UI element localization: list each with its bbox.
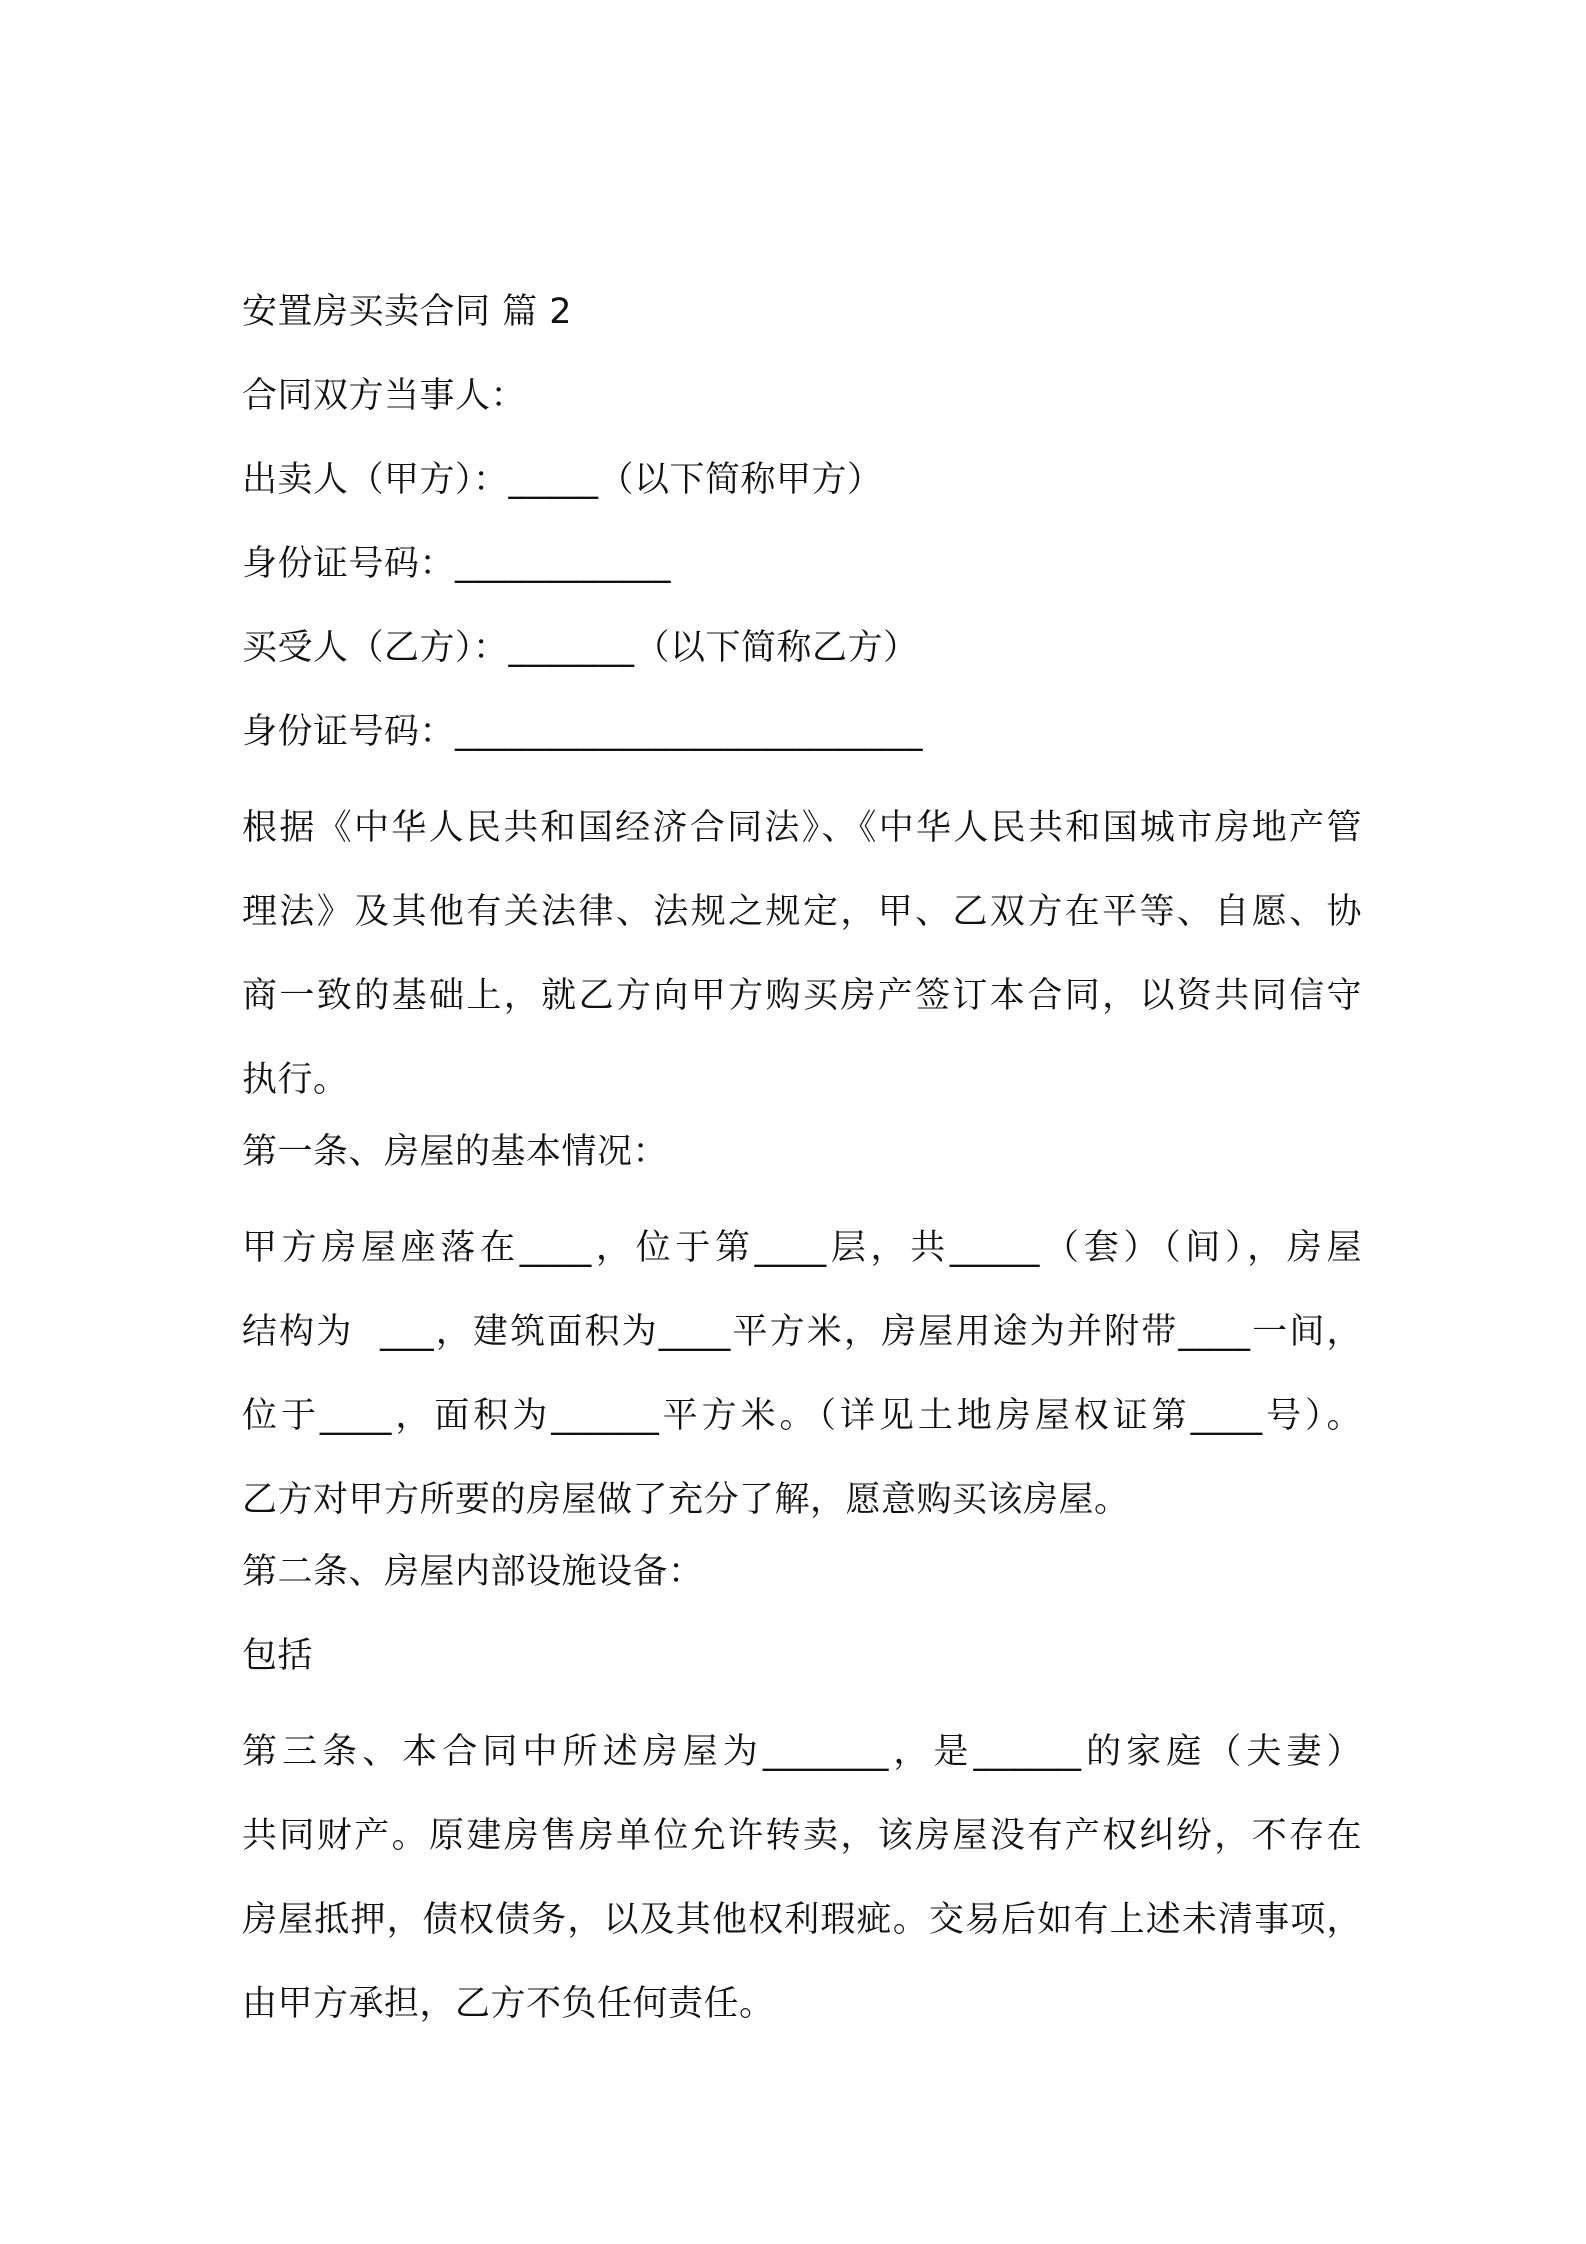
article1-line: 甲方房屋座落在____，位于第____层，共_____（套）（间），房屋 [242,1228,1362,1268]
buyer-id-line: 身份证号码：__________________________ [242,712,924,752]
article2-heading: 第二条、房屋内部设施设备： [242,1552,704,1592]
contract-title: 安置房买卖合同 篇 2 [242,292,573,332]
seller-id-line: 身份证号码：____________ [242,544,672,584]
contract-body [242,282,1362,2046]
article1-line: 乙方对甲方所要的房屋做了充分了解，愿意购买该房屋。 [242,1480,1130,1520]
preamble-line: 理法》及其他有关法律、法规之规定，甲、乙双方在平等、自愿、协 [242,892,1362,932]
preamble-paragraph [242,786,1362,1122]
article1-paragraph [242,1206,1362,1542]
article3-line: 共同财产。原建房售房单位允许转卖，该房屋没有产权纠纷，不存在 [242,1816,1362,1856]
article3-line: 由甲方承担，乙方不负任何责任。 [242,1984,775,2024]
article1-heading: 第一条、房屋的基本情况： [242,1132,669,1172]
seller-line: 出卖人（甲方）：_____（以下简称甲方） [242,460,883,500]
article3-line: 房屋抵押，债权债务，以及其他权利瑕疵。交易后如有上述未清事项， [242,1900,1362,1940]
article3-paragraph [242,1710,1362,2046]
preamble-line: 根据《中华人民共和国经济合同法》、《中华人民共和国城市房地产管 [242,808,1362,848]
article1-line: 结构为 ___，建筑面积为____平方米，房屋用途为并附带____一间， [242,1312,1362,1352]
article3-line: 第三条、本合同中所述房屋为_______，是______的家庭（夫妻） [242,1732,1362,1772]
preamble-line: 商一致的基础上，就乙方向甲方购买房产签订本合同，以资共同信守 [242,976,1362,1016]
buyer-line: 买受人（乙方）：_______（以下简称乙方） [242,628,919,668]
parties-heading: 合同双方当事人： [242,376,527,416]
preamble-line: 执行。 [242,1060,349,1100]
article2-body: 包括 [242,1636,314,1676]
article1-line: 位于____，面积为______平方米。（详见土地房屋权证第____号）。 [242,1396,1362,1436]
